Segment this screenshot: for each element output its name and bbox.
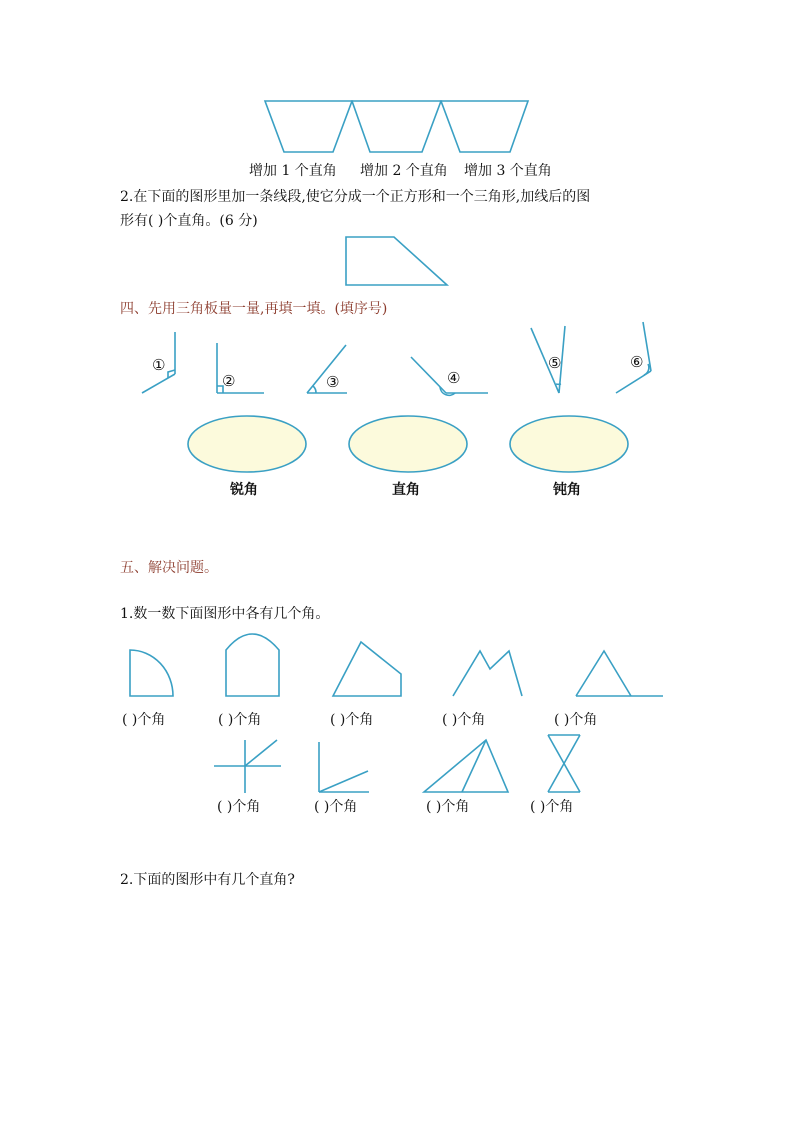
angle-number-2: ② (222, 372, 236, 390)
figure-hourglass (548, 735, 580, 792)
figure-m-shape (453, 651, 522, 696)
angle-number-4: ④ (447, 369, 461, 387)
category-label-right: 直角 (392, 482, 420, 498)
section-4-heading: 四、先用三角板量一量,再填一填。(填序号) (120, 301, 388, 317)
section-5-heading: 五、解决问题。 (120, 560, 218, 576)
angle-5 (531, 326, 565, 393)
right-trapezoid (346, 237, 447, 285)
trapezoid-3 (441, 101, 528, 152)
angle-count-blank-9[interactable]: ( )个角 (530, 799, 574, 815)
question-2-line-2: 形有( )个直角。(6 分) (120, 213, 258, 229)
angle-4 (411, 357, 488, 395)
angle-count-blank-5[interactable]: ( )个角 (554, 712, 598, 728)
angle-number-1: ① (152, 356, 166, 374)
angle-number-6: ⑥ (630, 353, 644, 371)
caption-add-2: 增加 2 个直角 (360, 163, 448, 179)
question-2-line-1: 2.在下面的图形里加一条线段,使它分成一个正方形和一个三角形,加线后的图 (120, 189, 591, 205)
figure-quadrilateral (333, 642, 401, 696)
category-oval-acute[interactable] (188, 416, 306, 472)
section-5-question-1: 1.数一数下面图形中各有几个角。 (120, 606, 330, 622)
trapezoid-1 (265, 101, 352, 152)
angle-3 (307, 345, 347, 393)
angle-count-blank-4[interactable]: ( )个角 (442, 712, 486, 728)
category-oval-right[interactable] (349, 416, 467, 472)
angle-count-blank-8[interactable]: ( )个角 (426, 799, 470, 815)
section-5-question-2: 2.下面的图形中有几个直角? (120, 872, 295, 888)
caption-add-3: 增加 3 个直角 (464, 163, 552, 179)
angle-number-5: ⑤ (548, 354, 562, 372)
figure-arched-door (226, 634, 279, 696)
angle-1 (142, 332, 175, 393)
angle-count-blank-3[interactable]: ( )个角 (330, 712, 374, 728)
figure-two-rays (319, 742, 369, 792)
figure-triangle-with-line (576, 651, 663, 696)
angle-number-3: ③ (326, 373, 340, 391)
category-oval-obtuse[interactable] (510, 416, 628, 472)
angle-count-blank-1[interactable]: ( )个角 (122, 712, 166, 728)
angle-count-blank-6[interactable]: ( )个角 (217, 799, 261, 815)
angle-6 (616, 322, 651, 393)
category-label-obtuse: 钝角 (553, 482, 581, 498)
angle-count-blank-7[interactable]: ( )个角 (314, 799, 358, 815)
figure-cross-with-ray (214, 740, 281, 793)
figure-divided-triangle (424, 740, 508, 792)
category-label-acute: 锐角 (230, 482, 258, 498)
figure-quarter-circle (130, 650, 173, 696)
angle-count-blank-2[interactable]: ( )个角 (218, 712, 262, 728)
angle-2 (217, 343, 264, 393)
trapezoid-2 (352, 101, 441, 152)
caption-add-1: 增加 1 个直角 (249, 163, 337, 179)
